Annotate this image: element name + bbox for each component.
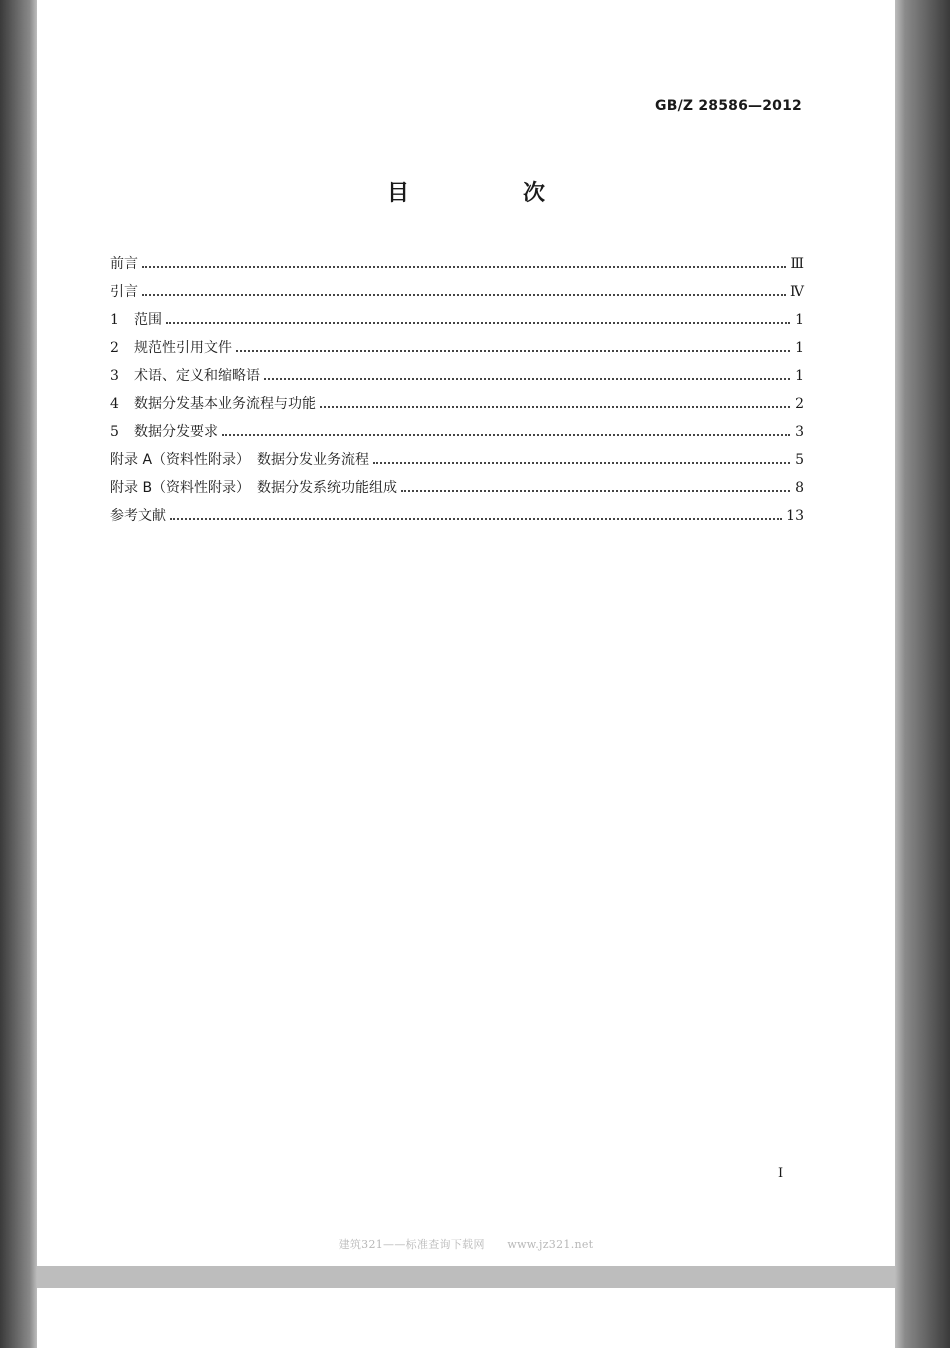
toc-label: 附录 A（资料性附录） 数据分发业务流程 — [110, 452, 370, 468]
standard-code: GB/Z 28586—2012 — [655, 98, 802, 114]
toc-page: 1 — [795, 312, 804, 328]
toc-number: 3 — [110, 368, 119, 384]
toc-label: 数据分发基本业务流程与功能 — [134, 396, 316, 412]
dot-leader — [373, 461, 790, 464]
toc-page: 3 — [795, 424, 804, 440]
toc-label: 前言 — [110, 256, 138, 272]
toc-entry-references[interactable] — [110, 502, 804, 530]
dot-leader — [401, 489, 790, 492]
dot-leader — [166, 321, 790, 324]
toc-number: 1 — [110, 312, 119, 328]
toc-entry-appendix-b[interactable] — [110, 474, 804, 502]
document-page — [37, 0, 895, 1266]
toc-entry-1[interactable] — [110, 306, 804, 334]
dot-leader — [142, 265, 786, 268]
toc-label: 引言 — [110, 284, 138, 300]
toc-entry-appendix-a[interactable] — [110, 446, 804, 474]
dot-leader — [236, 349, 790, 352]
page-number: I — [778, 1166, 784, 1181]
toc-number: 2 — [110, 340, 119, 356]
toc-number: 5 — [110, 424, 119, 440]
dot-leader — [222, 433, 790, 436]
toc-entry-introduction[interactable] — [110, 278, 804, 306]
table-of-contents — [110, 250, 804, 530]
toc-label: 参考文献 — [110, 508, 166, 524]
toc-page: Ⅲ — [790, 256, 804, 272]
toc-label: 数据分发要求 — [134, 424, 218, 440]
next-page — [37, 1288, 895, 1348]
toc-page: Ⅳ — [790, 284, 804, 300]
toc-label: 规范性引用文件 — [134, 340, 232, 356]
toc-entry-foreword[interactable] — [110, 250, 804, 278]
toc-number: 4 — [110, 396, 119, 412]
toc-page: 1 — [795, 368, 804, 384]
toc-entry-4[interactable] — [110, 390, 804, 418]
toc-label: 术语、定义和缩略语 — [134, 368, 260, 384]
dot-leader — [320, 405, 790, 408]
toc-entry-5[interactable] — [110, 418, 804, 446]
dot-leader — [142, 293, 786, 296]
toc-page: 1 — [795, 340, 804, 356]
dot-leader — [170, 517, 782, 520]
dot-leader — [264, 377, 790, 380]
toc-label: 附录 B（资料性附录） 数据分发系统功能组成 — [110, 480, 398, 496]
toc-entry-3[interactable] — [110, 362, 804, 390]
toc-label: 范围 — [134, 312, 162, 328]
toc-page: 8 — [795, 480, 804, 496]
page-title: 目 次 — [386, 181, 591, 206]
toc-entry-2[interactable] — [110, 334, 804, 362]
watermark: 建筑321——标准查询下载网 www.jz321.net — [338, 1238, 594, 1251]
toc-page: 2 — [795, 396, 804, 412]
toc-page: 13 — [786, 508, 804, 524]
toc-page: 5 — [795, 452, 804, 468]
